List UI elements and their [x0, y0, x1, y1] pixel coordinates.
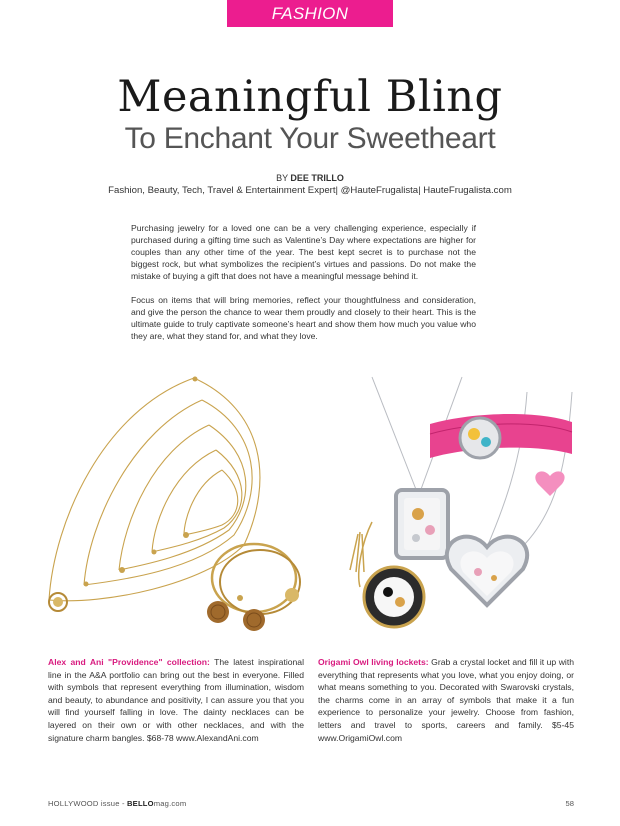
byline-prefix: BY — [276, 173, 288, 183]
origami-owl-photo — [322, 372, 582, 647]
product-caption-alex-and-ani — [48, 656, 304, 744]
author-name: DEE TRILLO — [290, 173, 344, 183]
footer-issue — [48, 799, 186, 808]
product-description: The latest inspirational line in the A&A portfolio can bring out the best in everyone. Filled with symbols that represent everything from illumination, wisdom and beauty, to abundance and positivity, I can assure you that you will find yourself falling in love. The dainty necklaces can be layered on their own or with other necklaces, and with the signature charm bangles. $68-78 www.AlexandAni.com — [48, 657, 304, 743]
product-name: Alex and Ani "Providence" collection: — [48, 657, 210, 667]
article-subtitle: To Enchant Your Sweetheart — [124, 122, 496, 155]
section-tab: FASHION — [227, 0, 393, 27]
product-description: Grab a crystal locket and fill it up with everything that represents what you love, what you enjoy doing, or what means something to you. Decorated with Swarovski crystals, the charms come in an array of symbols that make it a fun experience to personalize your jewelry. Choose from fashion, letters and travel to sports, careers and family. $5-45 www.OrigamiOwl.com — [318, 657, 574, 743]
product-name: Origami Owl living lockets: — [318, 657, 429, 667]
byline — [0, 173, 620, 183]
author-credentials: Fashion, Beauty, Tech, Travel & Entertainment Expert| @HauteFrugalista| HauteFrugalista.com — [108, 185, 512, 196]
intro-paragraph: Focus on items that will bring memories, reflect your thoughtfulness and consideration, and give the person the chance to wear them proudly and closely to their heart. This is the ultimate guide to truly captivate someone’s heart and show them how much you value who they are, what they stand for, and what they love. — [131, 295, 476, 341]
article-title: Meaningful Bling — [117, 72, 503, 122]
intro-paragraph: Purchasing jewelry for a loved one can be a very challenging experience, especially if purchased during a gifting time such as Valentine’s Day where expectations are higher for couples than any other time of the year. The best kept secret is to purchase not the biggest rock, but what symbolizes the recipient’s virtues and passions. Do not make the mistake of buying a gift that does not have a meaningful message behind it. — [131, 223, 476, 281]
page-number: 58 — [565, 799, 574, 808]
alex-and-ani-photo — [44, 370, 314, 645]
product-caption-origami-owl — [318, 656, 574, 744]
footer-brand-bold: BELLO — [127, 799, 154, 808]
footer-brand-rest: mag.com — [153, 799, 187, 808]
footer-issue-label: HOLLYWOOD issue - — [48, 799, 127, 808]
gold-necklaces-illustration — [44, 370, 314, 645]
lockets-illustration — [322, 372, 582, 647]
intro-text — [131, 222, 476, 354]
